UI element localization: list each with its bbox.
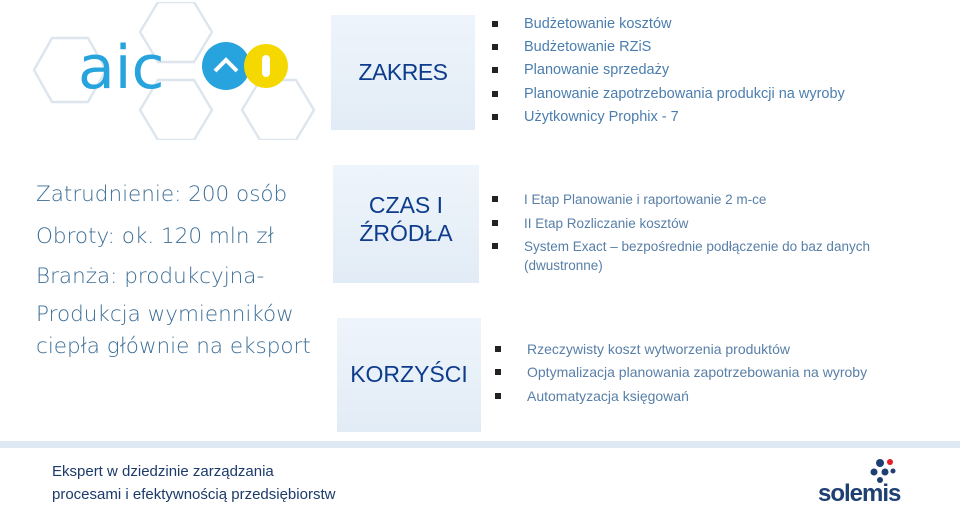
list-item: Budżetowanie RZiS xyxy=(490,37,845,60)
list-item: System Exact – bezpośrednie podłączenie do baz danych (dwustronne) xyxy=(490,237,920,275)
zakres-list xyxy=(490,14,845,130)
list-item: Rzeczywisty koszt wytworzenia produktów xyxy=(493,340,867,359)
korzysci-title: KORZYŚCI xyxy=(350,361,468,387)
list-item: Automatyzacja księgowań xyxy=(493,387,867,406)
industry-text: Branża: produkcyjna- xyxy=(36,264,265,289)
korzysci-box xyxy=(337,318,481,432)
czas-box xyxy=(333,165,479,283)
footer-divider xyxy=(0,441,960,448)
korzysci-list xyxy=(493,340,867,410)
product-text: Produkcja wymienników ciepła głównie na eksport xyxy=(36,302,311,359)
footer-line2: procesami i efektywnością przedsiębiorstw xyxy=(52,486,336,503)
czas-list xyxy=(490,190,920,280)
czas-title-line2: ŹRÓDŁA xyxy=(359,220,453,246)
list-item: II Etap Rozliczanie kosztów xyxy=(490,214,920,233)
zakres-title: ZAKRES xyxy=(358,59,448,85)
list-item: Planowanie sprzedaży xyxy=(490,60,845,83)
aico-logo xyxy=(22,2,322,140)
list-item: Budżetowanie kosztów xyxy=(490,14,845,37)
list-item: I Etap Planowanie i raportowanie 2 m-ce xyxy=(490,190,920,209)
list-item: Użytkownicy Prophix - 7 xyxy=(490,107,845,130)
solemis-text: solemis xyxy=(818,480,901,507)
zakres-box xyxy=(331,15,475,130)
list-item: Optymalizacja planowania zapotrzebowania na wyroby xyxy=(493,363,867,382)
logo-text: aic xyxy=(78,33,165,103)
employment-text: Zatrudnienie: 200 osób xyxy=(36,182,288,207)
revenue-text: Obroty: ok. 120 mln zł xyxy=(36,224,274,249)
footer-tagline xyxy=(52,460,335,506)
czas-title-line1: CZAS I xyxy=(368,192,444,218)
solemis-logo xyxy=(818,456,901,507)
footer-line1: Ekspert w dziedzinie zarządzania xyxy=(52,463,274,480)
list-item: Planowanie zapotrzebowania produkcji na wyroby xyxy=(490,84,845,107)
aico-logo-graphic xyxy=(22,2,322,140)
